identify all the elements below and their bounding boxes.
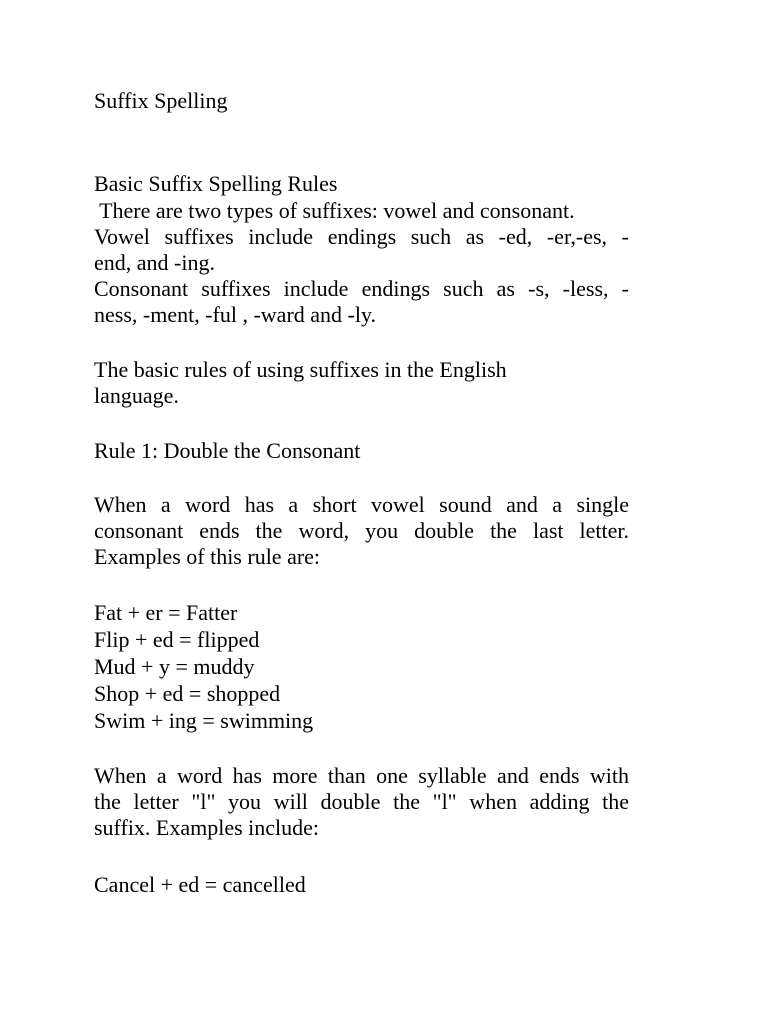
l-rule-line: When a word has more than one syllable and ends with [94,763,629,788]
l-rule-line: suffix. Examples include: [94,815,320,840]
example-line: Fat + er = Fatter [94,600,238,625]
example-line: Mud + y = muddy [94,654,255,679]
intro-line: ness, -ment, -ful , -ward and -ly. [94,302,377,327]
l-example-line: Cancel + ed = cancelled [94,872,306,897]
l-rule-line: the letter "l" you will double the "l" when adding the [94,789,629,814]
basic-rules-line: The basic rules of using suffixes in the English [94,357,507,382]
section-heading: Basic Suffix Spelling Rules [94,171,338,196]
document-title: Suffix Spelling [94,88,228,113]
rule1-heading: Rule 1: Double the Consonant [94,438,361,463]
example-line: Shop + ed = shopped [94,681,281,706]
example-line: Swim + ing = swimming [94,708,314,733]
intro-line: There are two types of suffixes: vowel and consonant. [94,198,575,223]
example-line: Flip + ed = flipped [94,627,260,652]
intro-line: Consonant suffixes include endings such as -s, -less, - [94,276,629,301]
intro-line: end, and -ing. [94,250,215,275]
rule1-line: When a word has a short vowel sound and a single [94,492,629,517]
rule1-line: consonant ends the word, you double the last letter. [94,518,629,543]
basic-rules-line: language. [94,383,179,408]
intro-line: Vowel suffixes include endings such as -ed, -er,-es, - [94,224,629,249]
rule1-line: Examples of this rule are: [94,544,321,569]
